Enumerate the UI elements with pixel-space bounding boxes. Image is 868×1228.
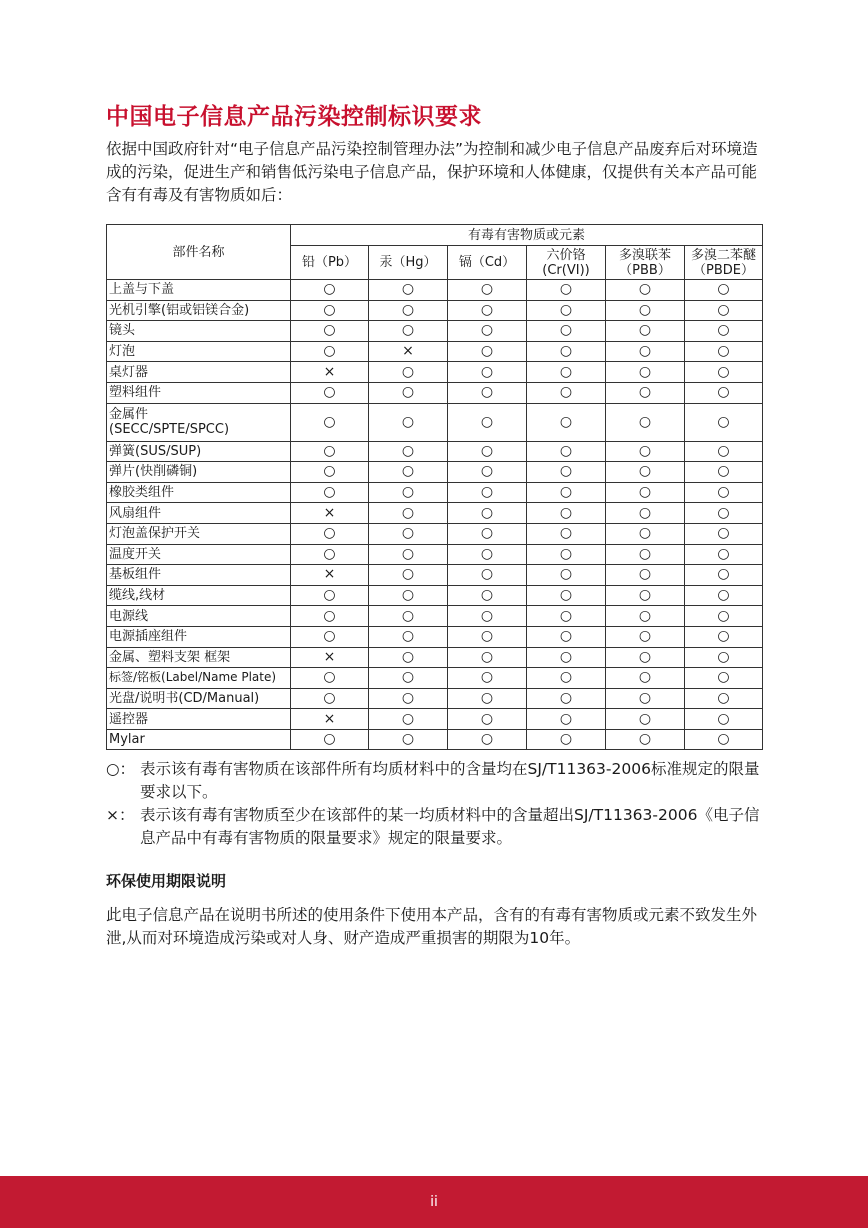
substance-mark-cell: ○ xyxy=(448,544,527,565)
substance-mark-cell: ○ xyxy=(685,709,763,730)
substance-mark-cell: × xyxy=(291,647,369,668)
substance-mark-cell: ○ xyxy=(448,565,527,586)
substance-mark-cell: ○ xyxy=(685,300,763,321)
substance-mark-cell: ○ xyxy=(448,403,527,441)
substance-mark-cell: ○ xyxy=(448,280,527,301)
substance-mark-cell: ○ xyxy=(527,341,606,362)
substance-mark-cell: ○ xyxy=(527,709,606,730)
substance-mark-cell: ○ xyxy=(685,565,763,586)
legend-notes xyxy=(106,758,766,850)
substance-mark-cell: ○ xyxy=(291,729,369,750)
substance-mark-cell: ○ xyxy=(606,626,685,647)
table-row xyxy=(107,709,763,730)
circle-symbol: ○： xyxy=(106,760,136,778)
substance-mark-cell: ○ xyxy=(448,709,527,730)
part-name-cell: 金属件 (SECC/SPTE/SPCC) xyxy=(107,403,291,441)
substance-mark-cell: ○ xyxy=(527,403,606,441)
substance-mark-cell: ○ xyxy=(606,688,685,709)
part-name-cell: 桌灯器 xyxy=(107,362,291,383)
footer-bar xyxy=(0,1176,868,1228)
substance-mark-cell: ○ xyxy=(448,729,527,750)
substance-mark-cell: ○ xyxy=(527,647,606,668)
substance-mark-cell: ○ xyxy=(291,321,369,342)
substance-mark-cell: ○ xyxy=(448,668,527,689)
substance-mark-cell: ○ xyxy=(448,688,527,709)
substance-mark-cell: ○ xyxy=(369,606,448,627)
substance-mark-cell: ○ xyxy=(606,482,685,503)
table-row xyxy=(107,523,763,544)
substance-mark-cell: ○ xyxy=(685,626,763,647)
table-row xyxy=(107,585,763,606)
substance-mark-cell: ○ xyxy=(685,668,763,689)
substance-mark-cell: ○ xyxy=(291,462,369,483)
substance-mark-cell: ○ xyxy=(685,729,763,750)
substance-column-header: 铅（Pb） xyxy=(291,246,369,280)
substance-mark-cell: × xyxy=(291,565,369,586)
part-name-cell: 塑料组件 xyxy=(107,382,291,403)
substance-mark-cell: ○ xyxy=(448,462,527,483)
substance-mark-cell: ○ xyxy=(527,544,606,565)
substance-mark-cell: ○ xyxy=(606,321,685,342)
table-row xyxy=(107,362,763,383)
table-row xyxy=(107,482,763,503)
substance-mark-cell: ○ xyxy=(527,462,606,483)
part-name-cell: 镜头 xyxy=(107,321,291,342)
substance-mark-cell: ○ xyxy=(685,462,763,483)
substance-mark-cell: ○ xyxy=(606,280,685,301)
substance-mark-cell: ○ xyxy=(291,668,369,689)
substance-mark-cell: ○ xyxy=(527,585,606,606)
substance-mark-cell: × xyxy=(291,709,369,730)
substance-mark-cell: ○ xyxy=(448,321,527,342)
substance-mark-cell: ○ xyxy=(369,626,448,647)
substance-mark-cell: ○ xyxy=(606,362,685,383)
substance-mark-cell: ○ xyxy=(369,321,448,342)
part-name-cell: 光盘/说明书(CD/Manual) xyxy=(107,688,291,709)
substance-mark-cell: ○ xyxy=(527,729,606,750)
note-cross xyxy=(106,804,766,850)
part-name-cell: 温度开关 xyxy=(107,544,291,565)
substance-mark-cell: ○ xyxy=(448,482,527,503)
part-name-cell: 金属、塑料支架 框架 xyxy=(107,647,291,668)
substance-mark-cell: ○ xyxy=(448,626,527,647)
part-name-cell: 遥控器 xyxy=(107,709,291,730)
substance-mark-cell: × xyxy=(369,341,448,362)
substance-column-header: 多溴二苯醚 （PBDE） xyxy=(685,246,763,280)
part-name-cell: 弹簧(SUS/SUP) xyxy=(107,441,291,462)
substance-mark-cell: ○ xyxy=(606,403,685,441)
intro-paragraph: 依据中国政府针对“电子信息产品污染控制管理办法”为控制和减少电子信息产品废弃后对环境造成的污染，促进生产和销售低污染电子信息产品，保护环境和人体健康，仅提供有关本产品可能含有有毒及有害物质如后： xyxy=(106,140,758,204)
part-name-cell: 电源线 xyxy=(107,606,291,627)
substance-mark-cell: ○ xyxy=(606,585,685,606)
substance-mark-cell: ○ xyxy=(369,565,448,586)
substance-mark-cell: ○ xyxy=(448,300,527,321)
substance-mark-cell: ○ xyxy=(685,482,763,503)
substance-mark-cell: ○ xyxy=(606,503,685,524)
part-name-cell: 橡胶类组件 xyxy=(107,482,291,503)
substance-mark-cell: ○ xyxy=(527,565,606,586)
substance-mark-cell: ○ xyxy=(291,544,369,565)
substance-mark-cell: ○ xyxy=(369,462,448,483)
table-row xyxy=(107,280,763,301)
part-name-cell: 上盖与下盖 xyxy=(107,280,291,301)
substance-column-header: 多溴联苯 （PBB） xyxy=(606,246,685,280)
table-row xyxy=(107,688,763,709)
substance-mark-cell: ○ xyxy=(685,341,763,362)
substance-mark-cell: ○ xyxy=(685,647,763,668)
part-name-cell: 灯泡盖保护开关 xyxy=(107,523,291,544)
substance-mark-cell: ○ xyxy=(369,300,448,321)
substance-mark-cell: ○ xyxy=(291,626,369,647)
substance-mark-cell: ○ xyxy=(369,709,448,730)
part-name-cell: 弹片(快削磷铜) xyxy=(107,462,291,483)
table-row xyxy=(107,544,763,565)
substance-mark-cell: ○ xyxy=(448,382,527,403)
substance-mark-cell: ○ xyxy=(685,523,763,544)
substance-mark-cell: ○ xyxy=(448,585,527,606)
page-number: ii xyxy=(430,1194,438,1210)
substance-mark-cell: ○ xyxy=(685,321,763,342)
part-name-cell: 灯泡 xyxy=(107,341,291,362)
env-period-heading: 环保使用期限说明 xyxy=(106,872,227,890)
substance-mark-cell: ○ xyxy=(369,668,448,689)
substance-mark-cell: ○ xyxy=(685,441,763,462)
page-title: 中国电子信息产品污染控制标识要求 xyxy=(106,104,482,130)
hazardous-substances-table xyxy=(106,224,763,750)
substance-mark-cell: ○ xyxy=(291,585,369,606)
substance-mark-cell: ○ xyxy=(369,544,448,565)
substance-mark-cell: ○ xyxy=(685,362,763,383)
table-row xyxy=(107,626,763,647)
substance-mark-cell: ○ xyxy=(606,565,685,586)
substance-mark-cell: ○ xyxy=(606,544,685,565)
substance-column-header: 六价铬 (Cr(VI)) xyxy=(527,246,606,280)
substances-group-header: 有毒有害物质或元素 xyxy=(291,225,763,246)
substance-mark-cell: ○ xyxy=(606,462,685,483)
note-circle-text: 表示该有毒有害物质在该部件所有均质材料中的含量均在SJ/T11363-2006标准规定的限量要求以下。 xyxy=(140,760,760,801)
table-row xyxy=(107,441,763,462)
table-row xyxy=(107,729,763,750)
substance-mark-cell: ○ xyxy=(527,606,606,627)
substance-mark-cell: ○ xyxy=(685,403,763,441)
part-name-cell: 电源插座组件 xyxy=(107,626,291,647)
part-name-cell: Mylar xyxy=(107,729,291,750)
note-cross-text: 表示该有毒有害物质至少在该部件的某一均质材料中的含量超出SJ/T11363-2006《电子信息产品中有毒有害物质的限量要求》规定的限量要求。 xyxy=(140,806,760,847)
substance-mark-cell: ○ xyxy=(448,647,527,668)
substance-mark-cell: ○ xyxy=(685,688,763,709)
substance-mark-cell: ○ xyxy=(291,403,369,441)
substance-column-header: 汞（Hg） xyxy=(369,246,448,280)
substance-mark-cell: ○ xyxy=(291,688,369,709)
substance-mark-cell: ○ xyxy=(527,668,606,689)
env-period-paragraph: 此电子信息产品在说明书所述的使用条件下使用本产品，含有的有毒有害物质或元素不致发生外泄,从而对环境造成污染或对人身、财产造成严重损害的期限为10年。 xyxy=(106,906,758,947)
substance-mark-cell: ○ xyxy=(606,709,685,730)
substance-mark-cell: ○ xyxy=(606,441,685,462)
substance-mark-cell: ○ xyxy=(685,585,763,606)
part-name-cell: 光机引擎(铝或铝镁合金) xyxy=(107,300,291,321)
substance-mark-cell: ○ xyxy=(448,362,527,383)
substance-mark-cell: ○ xyxy=(527,280,606,301)
substance-mark-cell: ○ xyxy=(448,341,527,362)
substance-mark-cell: ○ xyxy=(369,585,448,606)
substance-mark-cell: ○ xyxy=(291,482,369,503)
substance-mark-cell: ○ xyxy=(291,300,369,321)
substance-mark-cell: × xyxy=(291,503,369,524)
substance-mark-cell: ○ xyxy=(369,382,448,403)
substance-mark-cell: ○ xyxy=(527,626,606,647)
substance-mark-cell: ○ xyxy=(291,382,369,403)
substance-mark-cell: ○ xyxy=(369,362,448,383)
substance-mark-cell: ○ xyxy=(527,482,606,503)
substance-mark-cell: ○ xyxy=(291,441,369,462)
part-name-header: 部件名称 xyxy=(107,225,291,280)
table-row xyxy=(107,668,763,689)
table-row xyxy=(107,382,763,403)
substance-mark-cell: ○ xyxy=(448,523,527,544)
table-row xyxy=(107,321,763,342)
part-name-cell: 缆线,线材 xyxy=(107,585,291,606)
substance-mark-cell: ○ xyxy=(527,441,606,462)
part-name-cell: 标签/铭板(Label/Name Plate) xyxy=(107,668,291,689)
substance-mark-cell: ○ xyxy=(606,523,685,544)
substance-mark-cell: ○ xyxy=(685,544,763,565)
substance-mark-cell: ○ xyxy=(527,503,606,524)
substance-mark-cell: ○ xyxy=(527,382,606,403)
substance-mark-cell: ○ xyxy=(606,382,685,403)
note-circle xyxy=(106,758,766,804)
part-name-cell: 风扇组件 xyxy=(107,503,291,524)
substance-mark-cell: ○ xyxy=(369,647,448,668)
substance-mark-cell: ○ xyxy=(527,321,606,342)
table-row xyxy=(107,341,763,362)
substance-mark-cell: ○ xyxy=(369,441,448,462)
substance-mark-cell: ○ xyxy=(606,647,685,668)
substance-mark-cell: ○ xyxy=(606,341,685,362)
substance-mark-cell: ○ xyxy=(291,341,369,362)
table-row xyxy=(107,300,763,321)
substance-mark-cell: ○ xyxy=(291,606,369,627)
substance-mark-cell: ○ xyxy=(448,503,527,524)
substance-mark-cell: ○ xyxy=(369,280,448,301)
substance-mark-cell: ○ xyxy=(448,441,527,462)
table-row xyxy=(107,403,763,441)
table-row xyxy=(107,606,763,627)
substance-mark-cell: ○ xyxy=(448,606,527,627)
substance-mark-cell: ○ xyxy=(369,503,448,524)
table-row xyxy=(107,503,763,524)
substance-mark-cell: ○ xyxy=(291,280,369,301)
substance-mark-cell: ○ xyxy=(606,606,685,627)
substance-mark-cell: ○ xyxy=(527,688,606,709)
substance-mark-cell: ○ xyxy=(685,280,763,301)
substance-mark-cell: ○ xyxy=(685,382,763,403)
substance-mark-cell: ○ xyxy=(527,523,606,544)
substance-mark-cell: ○ xyxy=(527,300,606,321)
substance-mark-cell: ○ xyxy=(606,729,685,750)
substance-mark-cell: × xyxy=(291,362,369,383)
substance-mark-cell: ○ xyxy=(685,503,763,524)
substance-mark-cell: ○ xyxy=(369,523,448,544)
substance-mark-cell: ○ xyxy=(291,523,369,544)
cross-symbol: ×： xyxy=(106,806,135,824)
table-row xyxy=(107,647,763,668)
substance-mark-cell: ○ xyxy=(606,668,685,689)
substance-mark-cell: ○ xyxy=(685,606,763,627)
table-row xyxy=(107,565,763,586)
substance-column-header: 镉（Cd） xyxy=(448,246,527,280)
substance-mark-cell: ○ xyxy=(369,403,448,441)
substance-mark-cell: ○ xyxy=(527,362,606,383)
part-name-cell: 基板组件 xyxy=(107,565,291,586)
substance-mark-cell: ○ xyxy=(369,688,448,709)
substance-mark-cell: ○ xyxy=(369,729,448,750)
table-row xyxy=(107,462,763,483)
substance-mark-cell: ○ xyxy=(369,482,448,503)
substance-mark-cell: ○ xyxy=(606,300,685,321)
